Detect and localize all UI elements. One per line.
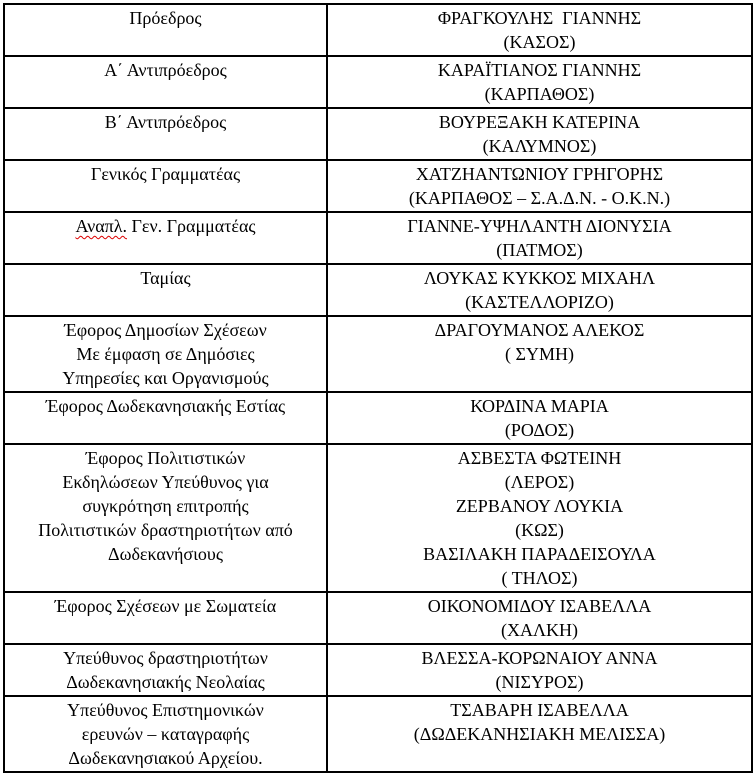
position-cell	[4, 392, 327, 444]
person-cell-line: ΟΙΚΟΝΟΜΙΔΟΥ ΙΣΑΒΕΛΛΑ	[427, 596, 652, 616]
position-cell	[4, 56, 327, 108]
person-cell-line: (ΛΕΡΟΣ)	[504, 472, 575, 492]
position-cell-line: Εκδηλώσεων Υπεύθυνος για	[62, 472, 269, 492]
position-cell	[4, 108, 327, 160]
person-cell-line: ΑΣΒΕΣΤΑ ΦΩΤΕΙΝΗ	[457, 448, 622, 468]
person-cell-line: ΚΟΡΔΙΝΑ ΜΑΡΙΑ	[470, 396, 609, 416]
table-row	[4, 212, 752, 264]
person-cell	[327, 392, 752, 444]
person-cell-line: (ΚΑΡΠΑΘΟΣ)	[484, 84, 595, 104]
position-cell	[4, 4, 327, 56]
position-cell-line: Υπηρεσίες και Οργανισμούς	[62, 368, 269, 388]
person-cell-line: ΔΡΑΓΟΥΜΑΝΟΣ ΑΛΕΚΟΣ	[434, 320, 645, 340]
person-cell-line: ΒΟΥΡΕΞΑΚΗ ΚΑΤΕΡΙΝΑ	[438, 112, 641, 132]
position-cell-line: Υπεύθυνος δραστηριοτήτων	[63, 648, 268, 668]
person-cell-line: ΛΟΥΚΑΣ ΚΥΚΚΟΣ ΜΙΧΑΗΛ	[423, 268, 656, 288]
position-cell-line: Έφορος Πολιτιστικών	[85, 448, 246, 468]
person-cell-line: (ΔΩΔΕΚΑΝΗΣΙΑΚΗ ΜΕΛΙΣΣΑ)	[413, 724, 666, 744]
board-table	[3, 3, 753, 773]
table-row	[4, 4, 752, 56]
person-cell	[327, 160, 752, 212]
person-cell-line: ( ΣΥΜΗ)	[505, 344, 574, 364]
position-cell-line: Πρόεδρος	[129, 8, 202, 28]
position-cell-line: Πολιτιστικών δραστηριοτήτων από	[38, 520, 293, 540]
table-row	[4, 392, 752, 444]
table-row	[4, 644, 752, 696]
position-cell-line: Ταμίας	[140, 268, 191, 288]
person-cell-line: ΦΡΑΓΚΟΥΛΗΣ ΓΙΑΝΝΗΣ	[437, 8, 642, 28]
position-cell-line: Δωδεκανήσιους	[108, 544, 223, 564]
position-cell-line: Έφορος Δωδεκανησιακής Εστίας	[45, 396, 286, 416]
position-cell-line: Υπεύθυνος Επιστημονικών	[67, 700, 264, 720]
position-cell-line: συγκρότηση επιτροπής	[82, 496, 249, 516]
person-cell-line: (ΧΑΛΚΗ)	[500, 620, 579, 640]
person-cell-line: ΒΑΣΙΛΑΚΗ ΠΑΡΑΔΕΙΣΟΥΛΑ	[423, 544, 656, 564]
person-cell-line: ΖΕΡΒΑΝΟΥ ΛΟΥΚΙΑ	[455, 496, 624, 516]
position-cell-line: Δωδεκανησιακού Αρχείου.	[68, 748, 263, 768]
person-cell	[327, 56, 752, 108]
person-cell	[327, 212, 752, 264]
person-cell	[327, 444, 752, 592]
person-cell-line: (ΚΑΡΠΑΘΟΣ – Σ.Α.Δ.Ν. - Ο.Κ.Ν.)	[408, 188, 671, 208]
spellcheck-word: Αναπλ.	[75, 216, 128, 236]
person-cell-line: (ΠΑΤΜΟΣ)	[496, 240, 583, 260]
position-cell	[4, 696, 327, 772]
position-cell	[4, 264, 327, 316]
position-cell-line: Έφορος Δημοσίων Σχέσεων	[64, 320, 267, 340]
position-cell	[4, 592, 327, 644]
person-cell-line: ( ΤΗΛΟΣ)	[501, 568, 578, 588]
position-cell	[4, 444, 327, 592]
position-cell	[4, 212, 327, 264]
position-cell-line: Γενικός Γραμματέας	[90, 164, 241, 184]
person-cell-line: (ΚΑΛΥΜΝΟΣ)	[482, 136, 597, 156]
person-cell-line: (ΝΙΣΥΡΟΣ)	[495, 672, 584, 692]
position-cell	[4, 160, 327, 212]
person-cell	[327, 108, 752, 160]
table-row	[4, 696, 752, 772]
table-row	[4, 444, 752, 592]
person-cell-line: ΒΛΕΣΣΑ-ΚΟΡΩΝΑΙΟΥ ΑΝΝΑ	[421, 648, 658, 668]
board-table-body	[4, 4, 752, 772]
position-cell-line: ερευνών – καταγραφής	[81, 724, 250, 744]
position-cell-line: Β΄ Αντιπρόεδρος	[104, 112, 227, 132]
person-cell-line: (ΚΑΣΟΣ)	[503, 32, 576, 52]
position-cell-line: Με έμφαση σε Δημόσιες	[76, 344, 255, 364]
position-cell-line: Αναπλ. Γεν. Γραμματέας	[75, 216, 256, 236]
table-row	[4, 160, 752, 212]
person-cell-line: (ΡΟΔΟΣ)	[504, 420, 575, 440]
person-cell	[327, 644, 752, 696]
person-cell-line: ΚΑΡΑΪΤΙΑΝΟΣ ΓΙΑΝΝΗΣ	[437, 60, 642, 80]
table-row	[4, 592, 752, 644]
table-row	[4, 108, 752, 160]
position-cell-line: Δωδεκανησιακής Νεολαίας	[66, 672, 265, 692]
person-cell	[327, 264, 752, 316]
table-row	[4, 316, 752, 392]
person-cell-line: ΓΙΑΝΝΕ-ΥΨΗΛΑΝΤΗ ΔΙΟΝΥΣΙΑ	[407, 216, 672, 236]
person-cell-line: (ΚΑΣΤΕΛΛΟΡΙΖΟ)	[465, 292, 614, 312]
person-cell-line: ΤΣΑΒΑΡΗ ΙΣΑΒΕΛΛΑ	[450, 700, 629, 720]
position-cell-line: Έφορος Σχέσεων με Σωματεία	[54, 596, 277, 616]
position-cell	[4, 316, 327, 392]
person-cell	[327, 4, 752, 56]
person-cell	[327, 592, 752, 644]
person-cell-line: (ΚΩΣ)	[515, 520, 564, 540]
person-cell	[327, 696, 752, 772]
table-row	[4, 264, 752, 316]
person-cell-line: ΧΑΤΖΗΑΝΤΩΝΙΟΥ ΓΡΗΓΟΡΗΣ	[415, 164, 664, 184]
table-row	[4, 56, 752, 108]
person-cell	[327, 316, 752, 392]
position-cell	[4, 644, 327, 696]
position-cell-line: Α΄ Αντιπρόεδρος	[104, 60, 227, 80]
